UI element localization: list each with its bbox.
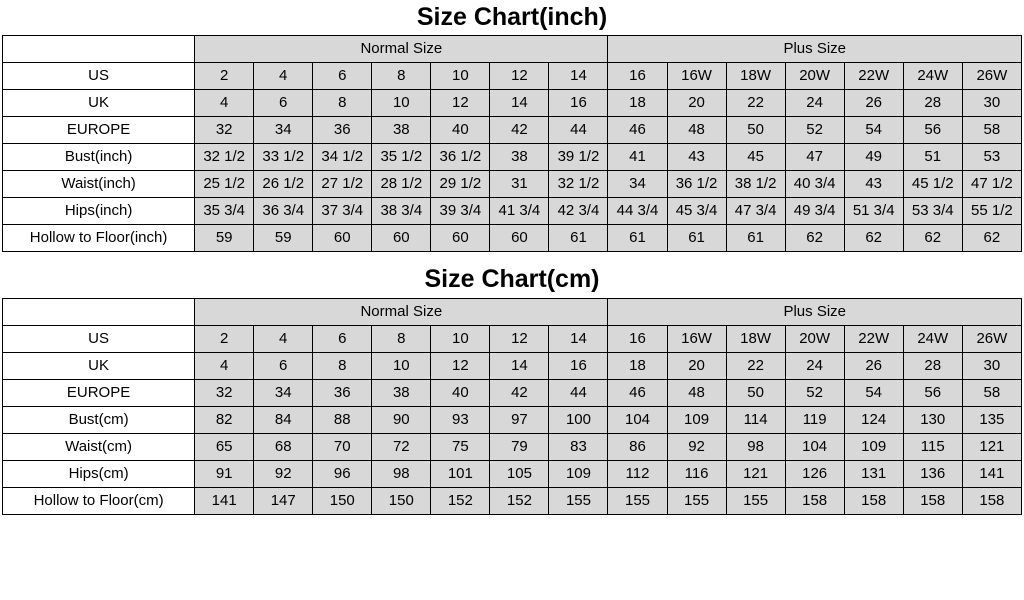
table-corner-cell [3,36,195,63]
table-cell: 56 [903,379,962,406]
table-cell: 36 1/2 [667,171,726,198]
table-row-group-header [3,36,1022,63]
table-cell: 152 [431,487,490,514]
table-cell: 97 [490,406,549,433]
size-chart-cm-block [0,262,1024,514]
table-cell: 8 [313,352,372,379]
table-cell: 155 [608,487,667,514]
table-cell: 4 [195,90,254,117]
table-row [3,379,1022,406]
table-cell: 47 1/2 [962,171,1021,198]
table-cell: 12 [490,63,549,90]
table-cell: 6 [254,90,313,117]
table-cell: 26W [962,325,1021,352]
table-row [3,352,1022,379]
row-label: Hips(cm) [3,460,195,487]
table-cell: 6 [254,352,313,379]
table-cell: 58 [962,379,1021,406]
table-cell: 39 3/4 [431,198,490,225]
table-cell: 26W [962,63,1021,90]
table-cell: 59 [254,225,313,252]
table-cell: 141 [195,487,254,514]
table-cell: 109 [844,433,903,460]
table-cell: 14 [490,352,549,379]
table-cell: 60 [313,225,372,252]
table-cell: 47 3/4 [726,198,785,225]
table-cell: 155 [726,487,785,514]
group-header-plus: Plus Size [608,36,1022,63]
table-cell: 105 [490,460,549,487]
table-cell: 38 [372,117,431,144]
table-cell: 26 [844,90,903,117]
table-cell: 61 [726,225,785,252]
table-cell: 100 [549,406,608,433]
table-cell: 4 [254,63,313,90]
group-header-normal: Normal Size [195,298,608,325]
table-cell: 43 [667,144,726,171]
table-cell: 14 [549,325,608,352]
table-cell: 52 [785,379,844,406]
table-cell: 136 [903,460,962,487]
table-cell: 6 [313,63,372,90]
table-cell: 8 [372,325,431,352]
table-cell: 131 [844,460,903,487]
table-cell: 36 [313,117,372,144]
table-cell: 40 [431,379,490,406]
table-cell: 41 [608,144,667,171]
table-cell: 14 [490,90,549,117]
table-cell: 8 [372,63,431,90]
table-cell: 72 [372,433,431,460]
table-cell: 61 [608,225,667,252]
table-cell: 24 [785,352,844,379]
table-cell: 130 [903,406,962,433]
size-table-inch-body [3,36,1022,252]
table-cell: 121 [726,460,785,487]
table-cell: 158 [903,487,962,514]
table-cell: 8 [313,90,372,117]
table-cell: 10 [372,352,431,379]
table-cell: 43 [844,171,903,198]
table-cell: 46 [608,117,667,144]
table-cell: 150 [372,487,431,514]
table-cell: 32 [195,379,254,406]
table-cell: 36 3/4 [254,198,313,225]
table-cell: 92 [667,433,726,460]
table-cell: 37 3/4 [313,198,372,225]
table-cell: 114 [726,406,785,433]
table-cell: 48 [667,117,726,144]
table-cell: 20W [785,63,844,90]
table-cell: 44 [549,379,608,406]
table-cell: 45 [726,144,785,171]
row-label: Bust(cm) [3,406,195,433]
table-cell: 10 [372,90,431,117]
table-cell: 53 3/4 [903,198,962,225]
table-cell: 16 [549,352,608,379]
table-cell: 32 1/2 [195,144,254,171]
table-row [3,144,1022,171]
table-cell: 109 [549,460,608,487]
table-row [3,198,1022,225]
table-cell: 38 [490,144,549,171]
group-header-normal: Normal Size [195,36,608,63]
table-cell: 116 [667,460,726,487]
table-cell: 68 [254,433,313,460]
table-cell: 31 [490,171,549,198]
table-cell: 158 [785,487,844,514]
table-cell: 93 [431,406,490,433]
table-row [3,433,1022,460]
table-cell: 6 [313,325,372,352]
table-cell: 20 [667,90,726,117]
row-label: Bust(inch) [3,144,195,171]
table-cell: 150 [313,487,372,514]
table-row [3,406,1022,433]
row-label: Waist(cm) [3,433,195,460]
row-label: US [3,63,195,90]
row-label: Waist(inch) [3,171,195,198]
table-cell: 45 1/2 [903,171,962,198]
table-cell: 158 [844,487,903,514]
table-row [3,460,1022,487]
table-cell: 62 [785,225,844,252]
row-label: EUROPE [3,117,195,144]
table-cell: 96 [313,460,372,487]
table-cell: 29 1/2 [431,171,490,198]
table-cell: 40 [431,117,490,144]
table-cell: 22 [726,90,785,117]
table-cell: 32 [195,117,254,144]
table-cell: 28 [903,90,962,117]
table-cell: 48 [667,379,726,406]
size-table-inch [2,35,1022,252]
table-cell: 36 1/2 [431,144,490,171]
table-cell: 92 [254,460,313,487]
table-cell: 4 [254,325,313,352]
table-cell: 44 [549,117,608,144]
table-cell: 56 [903,117,962,144]
table-cell: 16W [667,63,726,90]
table-row [3,487,1022,514]
table-cell: 24 [785,90,844,117]
table-cell: 50 [726,379,785,406]
section-divider [0,252,1024,262]
table-cell: 49 3/4 [785,198,844,225]
table-cell: 86 [608,433,667,460]
table-cell: 20W [785,325,844,352]
row-label: Hollow to Floor(cm) [3,487,195,514]
table-cell: 101 [431,460,490,487]
table-cell: 61 [549,225,608,252]
table-cell: 45 3/4 [667,198,726,225]
table-cell: 88 [313,406,372,433]
table-cell: 155 [667,487,726,514]
table-cell: 141 [962,460,1021,487]
table-row [3,225,1022,252]
table-row [3,171,1022,198]
table-cell: 35 1/2 [372,144,431,171]
table-cell: 34 [254,379,313,406]
table-cell: 152 [490,487,549,514]
table-cell: 25 1/2 [195,171,254,198]
table-cell: 62 [962,225,1021,252]
table-cell: 119 [785,406,844,433]
table-cell: 75 [431,433,490,460]
table-cell: 22W [844,63,903,90]
table-cell: 22 [726,352,785,379]
table-cell: 2 [195,325,254,352]
table-cell: 53 [962,144,1021,171]
table-cell: 34 [254,117,313,144]
table-cell: 62 [844,225,903,252]
table-cell: 36 [313,379,372,406]
table-cell: 16W [667,325,726,352]
table-cell: 40 3/4 [785,171,844,198]
row-label: Hollow to Floor(inch) [3,225,195,252]
table-cell: 16 [549,90,608,117]
table-cell: 32 1/2 [549,171,608,198]
table-cell: 27 1/2 [313,171,372,198]
table-cell: 35 3/4 [195,198,254,225]
table-cell: 4 [195,352,254,379]
size-chart-inch-block [0,0,1024,252]
table-cell: 42 [490,117,549,144]
table-cell: 18W [726,63,785,90]
table-cell: 12 [431,90,490,117]
table-cell: 26 1/2 [254,171,313,198]
size-table-cm-body [3,298,1022,514]
table-cell: 10 [431,63,490,90]
table-cell: 126 [785,460,844,487]
table-cell: 59 [195,225,254,252]
table-cell: 109 [667,406,726,433]
table-cell: 121 [962,433,1021,460]
table-cell: 20 [667,352,726,379]
table-cell: 28 [903,352,962,379]
table-cell: 24W [903,325,962,352]
table-cell: 30 [962,90,1021,117]
table-cell: 26 [844,352,903,379]
row-label: UK [3,90,195,117]
table-row-group-header [3,298,1022,325]
table-cell: 61 [667,225,726,252]
table-cell: 49 [844,144,903,171]
table-cell: 91 [195,460,254,487]
table-row [3,63,1022,90]
row-label: US [3,325,195,352]
row-label: Hips(inch) [3,198,195,225]
table-cell: 70 [313,433,372,460]
table-cell: 135 [962,406,1021,433]
size-table-cm [2,298,1022,515]
table-cell: 147 [254,487,313,514]
table-cell: 90 [372,406,431,433]
table-cell: 155 [549,487,608,514]
page-title-inch: Size Chart(inch) [416,3,608,31]
table-cell: 52 [785,117,844,144]
table-cell: 42 [490,379,549,406]
table-cell: 14 [549,63,608,90]
table-cell: 104 [785,433,844,460]
table-cell: 42 3/4 [549,198,608,225]
table-cell: 18W [726,325,785,352]
table-cell: 38 1/2 [726,171,785,198]
table-cell: 83 [549,433,608,460]
table-cell: 79 [490,433,549,460]
table-cell: 30 [962,352,1021,379]
table-cell: 28 1/2 [372,171,431,198]
table-cell: 60 [431,225,490,252]
table-cell: 62 [903,225,962,252]
table-cell: 84 [254,406,313,433]
table-cell: 38 3/4 [372,198,431,225]
group-header-plus: Plus Size [608,298,1022,325]
table-cell: 58 [962,117,1021,144]
table-cell: 44 3/4 [608,198,667,225]
table-cell: 51 3/4 [844,198,903,225]
table-cell: 54 [844,379,903,406]
table-cell: 104 [608,406,667,433]
table-cell: 60 [490,225,549,252]
table-cell: 124 [844,406,903,433]
table-cell: 112 [608,460,667,487]
row-label: EUROPE [3,379,195,406]
table-cell: 82 [195,406,254,433]
table-cell: 115 [903,433,962,460]
table-cell: 22W [844,325,903,352]
table-cell: 24W [903,63,962,90]
table-cell: 60 [372,225,431,252]
table-cell: 46 [608,379,667,406]
table-cell: 98 [726,433,785,460]
table-cell: 16 [608,325,667,352]
table-cell: 47 [785,144,844,171]
table-cell: 18 [608,352,667,379]
table-cell: 54 [844,117,903,144]
table-cell: 41 3/4 [490,198,549,225]
page-title-cm: Size Chart(cm) [424,265,600,294]
table-cell: 98 [372,460,431,487]
table-cell: 12 [431,352,490,379]
table-cell: 18 [608,90,667,117]
table-row [3,325,1022,352]
table-cell: 2 [195,63,254,90]
table-cell: 55 1/2 [962,198,1021,225]
table-cell: 158 [962,487,1021,514]
table-cell: 39 1/2 [549,144,608,171]
table-cell: 33 1/2 [254,144,313,171]
table-cell: 12 [490,325,549,352]
table-cell: 65 [195,433,254,460]
row-label: UK [3,352,195,379]
table-row [3,117,1022,144]
table-cell: 34 1/2 [313,144,372,171]
table-cell: 50 [726,117,785,144]
table-row [3,90,1022,117]
table-cell: 10 [431,325,490,352]
table-cell: 34 [608,171,667,198]
table-cell: 16 [608,63,667,90]
table-cell: 38 [372,379,431,406]
table-cell: 51 [903,144,962,171]
table-corner-cell [3,298,195,325]
